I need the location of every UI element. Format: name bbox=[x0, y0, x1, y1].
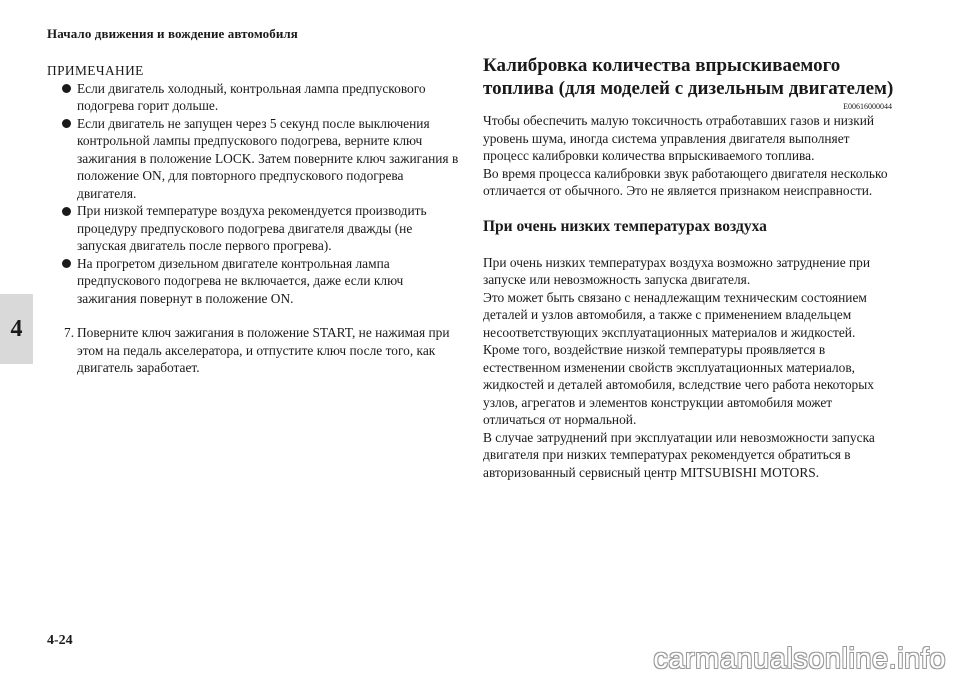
bullet-icon bbox=[62, 84, 71, 93]
calibration-paragraph: Чтобы обеспечить малую токсичность отработавших газов и низкий уровень шума, иногда система управления двигателя выполняет процесс калибровки количества впрыскиваемого топлива. bbox=[483, 113, 875, 163]
cold-weather-paragraph: В случае затруднений при эксплуатации или невозможности запуска двигателя при низких температурах рекомендуется обратиться в авторизованный сервисный центр MITSUBISHI MOTORS. bbox=[483, 429, 875, 480]
cold-weather-paragraph: Кроме того, воздействие низкой температуры проявляется в естественном изменении свойств эксплуатационных материалов, жидкостей и деталей автомобиля, вследствие чего работа некоторых узлов, агрегатов и элементов конструкции автомобиля может отличаться от нормальной. bbox=[483, 342, 874, 427]
note-item bbox=[47, 202, 459, 255]
chapter-tab bbox=[0, 294, 33, 364]
watermark: carmanualsonline.info bbox=[653, 643, 946, 675]
note-item bbox=[47, 80, 459, 115]
cold-weather-paragraph: Это может быть связано с ненадлежащим техническим состоянием деталей и узлов автомобиля, а также с применением владельцем несоответствующих эксплуатационных материалов и жидкостей. bbox=[483, 289, 867, 340]
cold-weather-paragraph: При очень низких температурах воздуха возможно затруднение при запуске или невозможность запуска двигателя. bbox=[483, 254, 871, 287]
section-code: E00616000044 bbox=[843, 102, 892, 111]
right-column bbox=[483, 54, 895, 481]
note-item bbox=[47, 255, 459, 308]
page-number: 4-24 bbox=[47, 633, 73, 648]
calibration-paragraph: Во время процесса калибровки звук работающего двигателя несколько отличается от обычного. Это не является признаком неисправности. bbox=[483, 165, 888, 198]
cold-weather-heading: При очень низких температурах воздуха bbox=[483, 217, 767, 235]
note-title: ПРИМЕЧАНИЕ bbox=[47, 63, 144, 78]
calibration-heading-line2: топлива (для моделей с дизельным двигателем) bbox=[483, 78, 894, 99]
note-list bbox=[47, 80, 459, 308]
calibration-heading-line1: Калибровка количества впрыскиваемого bbox=[483, 55, 841, 76]
chapter-number: 4 bbox=[10, 315, 23, 342]
note-item bbox=[47, 115, 459, 203]
note-item-text: Если двигатель холодный, контрольная лампа предпускового подогрева горит дольше. bbox=[77, 80, 426, 113]
note-item-text: Если двигатель не запущен через 5 секунд после выключения контрольной лампы предпускового подогрева, верните ключ зажигания в положение LOCK. Затем поверните ключ зажигания в положение ON, для повторного предпускового подогрева двигателя. bbox=[77, 115, 459, 201]
step-7 bbox=[47, 324, 459, 377]
step-number: 7. bbox=[64, 325, 75, 340]
note-item-text: На прогретом дизельном двигателе контрольная лампа предпускового подогрева не включается, даже если ключ зажигания повернут в положение ON. bbox=[77, 255, 404, 306]
running-header: Начало движения и вождение автомобиля bbox=[47, 26, 298, 41]
bullet-icon bbox=[62, 259, 71, 268]
left-column bbox=[47, 62, 459, 377]
step-text: Поверните ключ зажигания в положение START, не нажимая при этом на педаль акселератора, и отпустите ключ после того, как двигатель заработает. bbox=[77, 325, 450, 375]
calibration-heading bbox=[483, 54, 895, 100]
note-item-text: При низкой температуре воздуха рекомендуется производить процедуру предпускового подогрева двигателя дважды (не запуская двигатель после первого прогрева). bbox=[77, 203, 427, 253]
bullet-icon bbox=[62, 207, 71, 216]
bullet-icon bbox=[62, 119, 71, 128]
